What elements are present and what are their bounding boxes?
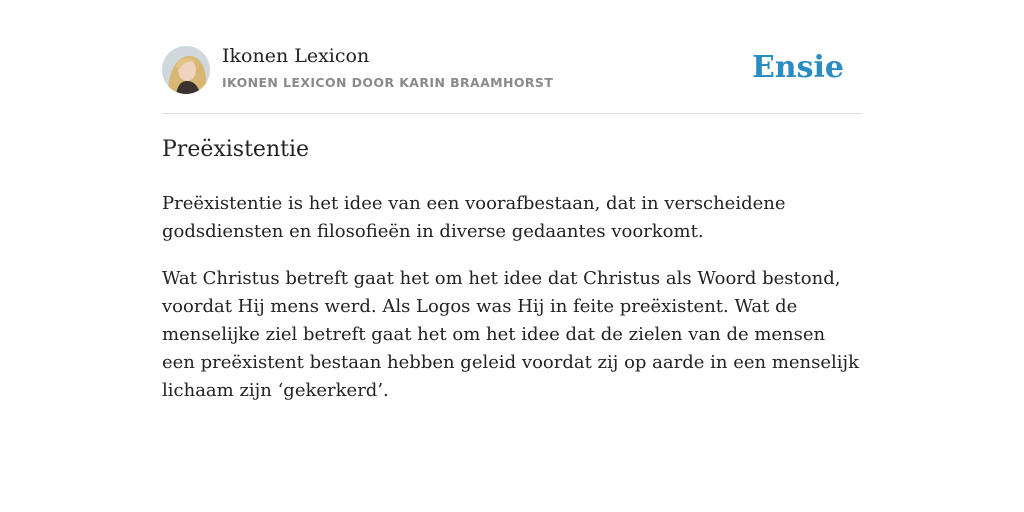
article-paragraph: Wat Christus betreft gaat het om het idee dat Christus als Woord bestond, voordat Hij mens werd. Als Logos was Hij in feite preëxistent. Wat de menselijke ziel betreft gaat het om het idee dat de zielen van de mensen een preëxistent bestaan hebben geleid voordat zij op aarde in een menselijk lichaam zijn ‘gekerkerd’.: [162, 268, 860, 401]
article-title: Preëxistentie: [162, 137, 310, 162]
article-paragraph: Preëxistentie is het idee van een voorafbestaan, dat in verscheidene godsdiensten en filosofieën in diverse gedaantes voorkomt.: [162, 193, 786, 242]
site-title[interactable]: Ikonen Lexicon: [222, 45, 370, 67]
author-portrait-icon: [162, 46, 210, 94]
site-subtitle: IKONEN LEXICON DOOR KARIN BRAAMHORST: [222, 75, 554, 90]
ensie-logo[interactable]: Ensie: [751, 50, 844, 85]
site-header: [162, 0, 862, 114]
article-body: [162, 190, 862, 424]
author-avatar[interactable]: [162, 46, 210, 94]
